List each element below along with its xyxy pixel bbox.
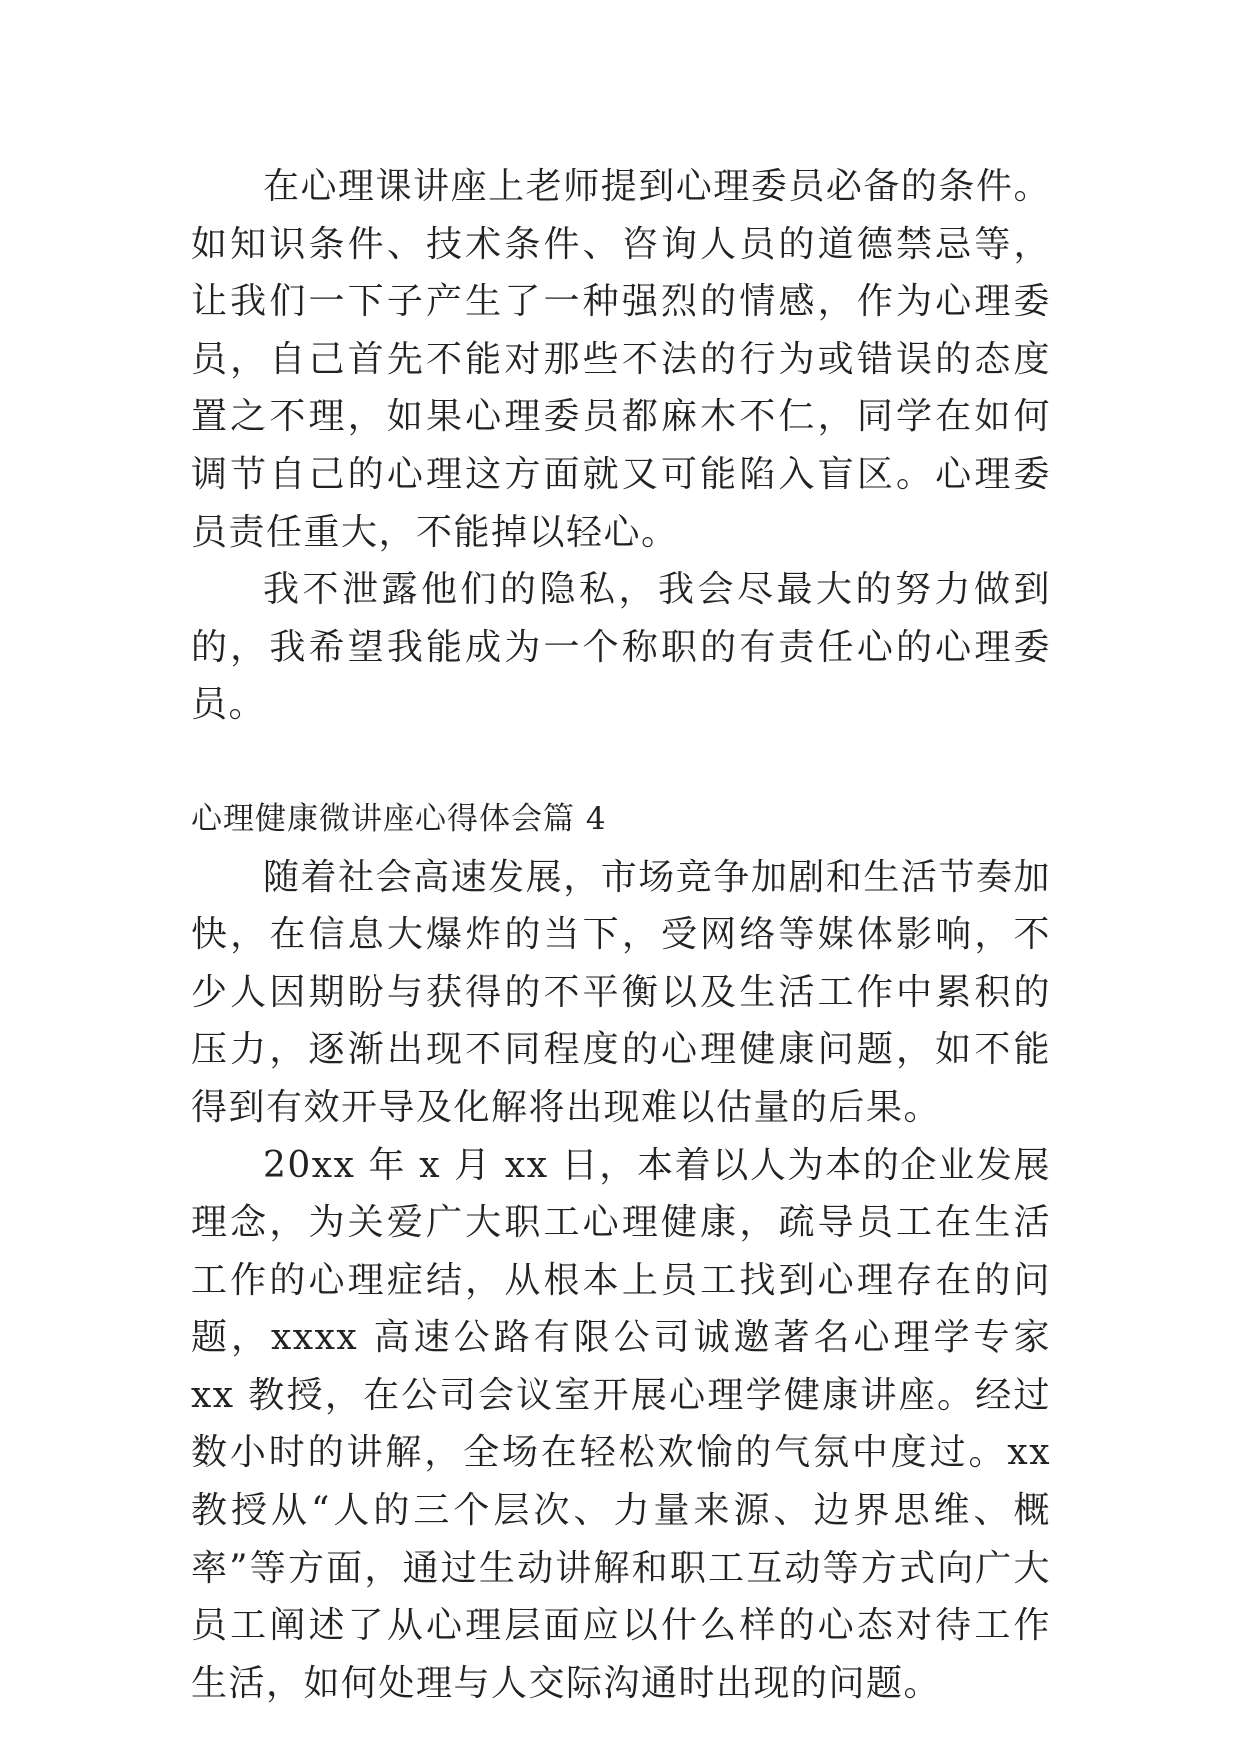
paragraph-lecture-event: 20xx 年 x 月 xx 日，本着以人为本的企业发展理念，为关爱广大职工心理健康，疏导员工在生活工作的心理症结，从根本上员工找到心理存在的问题，xxxx 高速公路有限公司诚邀著名心理学专家 xx 教授，在公司会议室开展心理学健康讲座。经过数小时的讲解，全场在轻松欢愉的气氛中度过。xx 教授从“人的三个层次、力量来源、边界思维、概率”等方面，通过生动讲解和职工互动等方式向广大员工阐述了从心理层面应以什么样的心态对待工作生活，如何处理与人交际沟通时出现的问题。: [191, 1144, 1051, 1704]
paragraph-psych-committee-conditions: 在心理课讲座上老师提到心理委员必备的条件。如知识条件、技术条件、咨询人员的道德禁忌等，让我们一下子产生了一种强烈的情感，作为心理委员，自己首先不能对那些不法的行为或错误的态度置之不理，如果心理委员都麻木不仁，同学在如何调节自己的心理这方面就又可能陷入盲区。心理委员责任重大，不能掉以轻心。: [191, 166, 1051, 553]
paragraph-privacy-promise: 我不泄露他们的隐私，我会尽最大的努力做到的，我希望我能成为一个称职的有责任心的心理委员。: [191, 569, 1051, 726]
document-body: [191, 158, 1051, 1712]
paragraph-social-pressure: 随着社会高速发展，市场竞争加剧和生活节奏加快，在信息大爆炸的当下，受网络等媒体影响，不少人因期盼与获得的不平衡以及生活工作中累积的压力，逐渐出现不同程度的心理健康问题，如不能得到有效开导及化解将出现难以估量的后果。: [191, 856, 1051, 1128]
section-heading: 心理健康微讲座心得体会篇 4: [191, 800, 607, 837]
